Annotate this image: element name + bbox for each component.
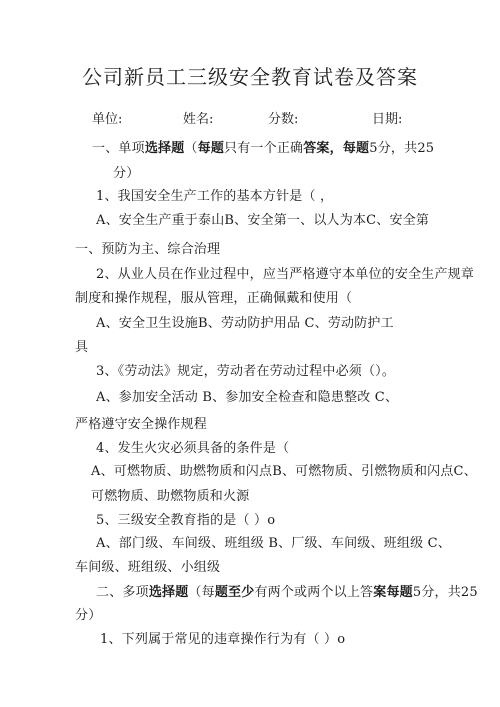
question-4-options: A、可燃物质、助燃物质和闪点B、可燃物质、引燃物质和闪点C、 <box>91 464 477 479</box>
question-2-stem: 2、从业人员在作业过程中，应当严格遵守本单位的安全生产规章 <box>96 267 475 282</box>
section1-heading-cont: 分） <box>113 166 140 181</box>
question-1-stem: 1、我国安全生产工作的基本方针是（ ， <box>96 189 334 204</box>
name-label: 姓名: <box>183 112 214 127</box>
question-1-options: A、安全生产重于泰山B、安全第一、以人为本C、安全第 <box>96 213 430 228</box>
question-4-stem: 4、发生火灾必须具备的条件是（ <box>96 441 290 456</box>
multi-question-1-stem: 1、下列属于常见的违章操作行为有（ ）o <box>100 632 346 647</box>
question-5-options-cont: 车间级、班组级、小组级 <box>75 560 221 575</box>
question-2-stem-cont: 制度和操作规程，服从管理，正确佩戴和使用（ <box>75 291 353 306</box>
section2-heading: 二、多项选择题（每题至少有两个或两个以上答案每题5分，共25 <box>96 585 478 600</box>
question-2-options-cont: 具 <box>75 340 89 355</box>
question-3-options: A、参加安全活动 B、参加安全检查和隐患整改 C、 <box>96 390 399 405</box>
question-5-options: A、部门级、车间级、班组级 B、厂级、车间级、班组级 C、 <box>96 536 451 551</box>
question-2-options: A、安全卫生设施B、劳动防护用品 C、劳动防护工 <box>96 316 394 331</box>
section1-heading: 一、单项选择题（每题只有一个正确答案，每题5分，共25 <box>92 141 435 156</box>
question-5-stem: 5、三级安全教育指的是（ ）o <box>96 513 276 528</box>
date-label: 日期: <box>372 112 403 127</box>
question-3-stem: 3、《劳动法》规定，劳动者在劳动过程中必须（）。 <box>96 364 396 379</box>
section2-heading-cont: 分） <box>75 608 102 623</box>
question-3-options-cont: 严格遵守安全操作规程 <box>75 417 208 432</box>
score-label: 分数: <box>268 112 299 127</box>
unit-label: 单位: <box>92 112 123 127</box>
page-title: 公司新员工三级安全教育试卷及答案 <box>82 65 418 89</box>
question-4-options-cont: 可燃物质、助燃物质和火源 <box>91 489 250 504</box>
question-1-options-cont: 一、预防为主、综合治理 <box>75 242 221 257</box>
